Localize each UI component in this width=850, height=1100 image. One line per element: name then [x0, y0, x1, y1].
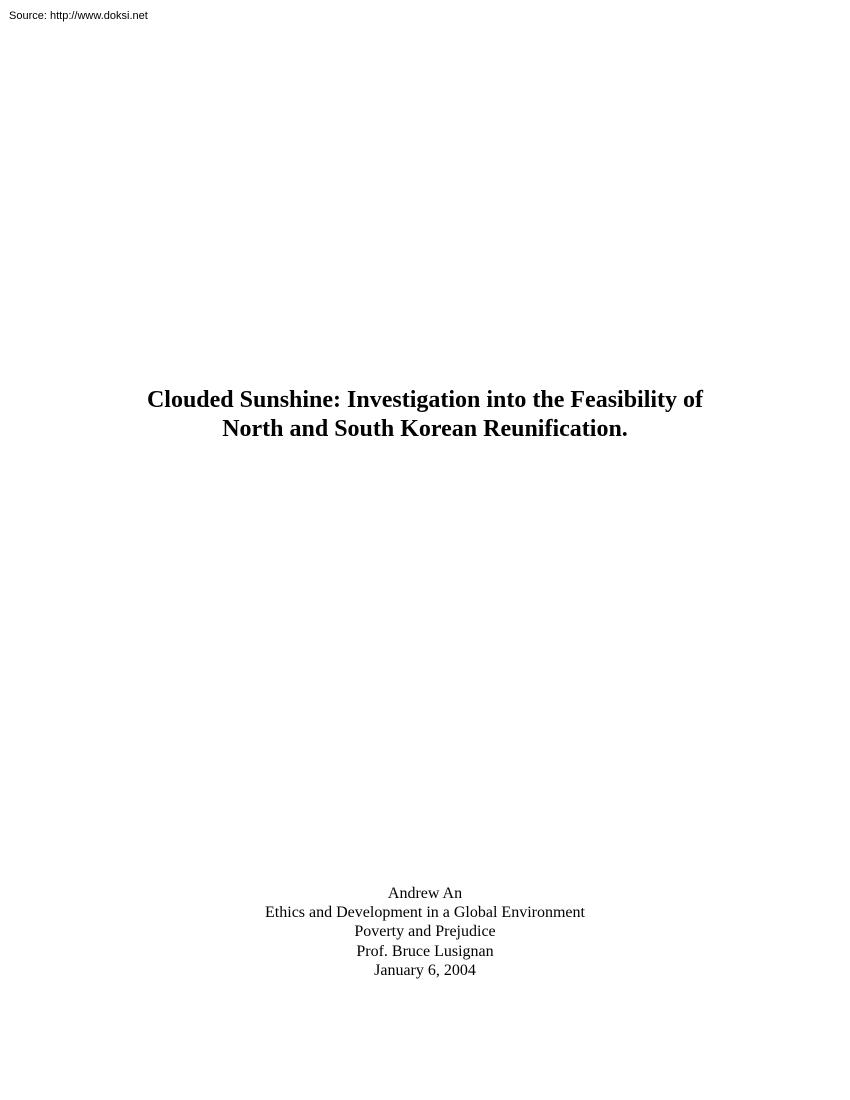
title-line-1: Clouded Sunshine: Investigation into the Feasibility of	[146, 387, 704, 413]
document-date: January 6, 2004	[374, 961, 476, 979]
source-note: Source: http://www.doksi.net	[9, 10, 148, 22]
course-name: Ethics and Development in a Global Environment	[265, 904, 585, 922]
professor-name: Prof. Bruce Lusignan	[356, 942, 494, 960]
title-line-2: North and South Korean Reunification.	[222, 416, 628, 442]
document-title	[0, 386, 850, 444]
author-info	[0, 884, 850, 980]
author-name: Andrew An	[387, 885, 463, 902]
course-topic: Poverty and Prejudice	[354, 923, 496, 941]
